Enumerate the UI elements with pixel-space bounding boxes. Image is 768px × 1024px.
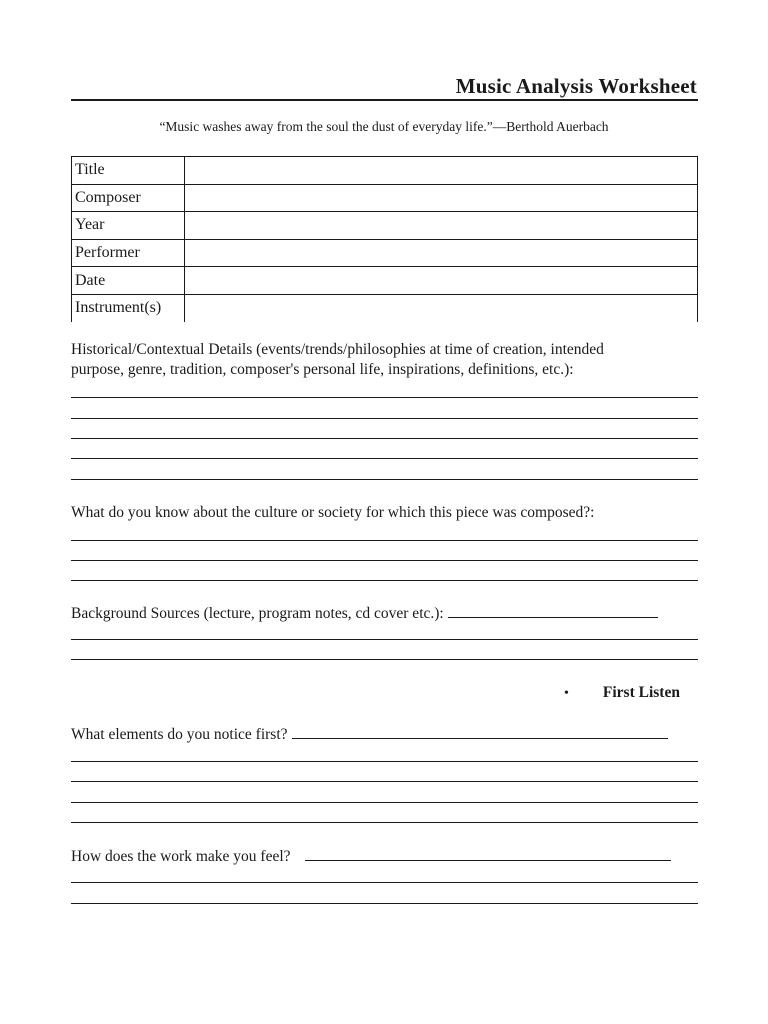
table-row bbox=[72, 294, 698, 321]
sources-answer-line[interactable] bbox=[71, 639, 698, 640]
historical-answer-line[interactable] bbox=[71, 479, 698, 480]
year-field[interactable] bbox=[185, 212, 698, 240]
feel-prompt: How does the work make you feel? bbox=[71, 848, 291, 865]
performer-field[interactable] bbox=[185, 239, 698, 267]
title-field[interactable] bbox=[185, 157, 698, 185]
epigraph-quote: “Music washes away from the soul the dust of everyday life.”—Berthold Auerbach bbox=[159, 119, 609, 134]
historical-answer-line[interactable] bbox=[71, 418, 698, 419]
culture-answer-line[interactable] bbox=[71, 560, 698, 561]
bullet-icon: • bbox=[564, 686, 569, 701]
culture-prompt: What do you know about the culture or society for which this piece was composed?: bbox=[71, 504, 595, 521]
feel-answer-line[interactable] bbox=[71, 903, 698, 904]
historical-prompt-line2: purpose, genre, tradition, composer's personal life, inspirations, definitions, etc.): bbox=[71, 361, 574, 378]
row-label-composer: Composer bbox=[72, 184, 185, 212]
historical-answer-line[interactable] bbox=[71, 397, 698, 398]
row-label-performer: Performer bbox=[72, 239, 185, 267]
page-title: Music Analysis Worksheet bbox=[455, 74, 697, 98]
historical-prompt-line1: Historical/Contextual Details (events/trends/philosophies at time of creation, intended bbox=[71, 341, 604, 358]
row-label-instruments: Instrument(s) bbox=[72, 294, 185, 321]
sources-answer-line[interactable] bbox=[448, 603, 658, 618]
title-divider bbox=[71, 99, 698, 101]
culture-answer-line[interactable] bbox=[71, 580, 698, 581]
sources-prompt-row bbox=[71, 603, 658, 624]
elements-answer-line[interactable] bbox=[71, 802, 698, 803]
row-label-date: Date bbox=[72, 267, 185, 295]
elements-prompt: What elements do you notice first? bbox=[71, 726, 288, 743]
first-listen-heading bbox=[564, 684, 680, 702]
table-row bbox=[72, 212, 698, 240]
feel-answer-line[interactable] bbox=[71, 882, 698, 883]
first-listen-label: First Listen bbox=[602, 684, 680, 701]
elements-prompt-row bbox=[71, 724, 668, 745]
instruments-field[interactable] bbox=[185, 294, 698, 321]
elements-answer-line[interactable] bbox=[71, 761, 698, 762]
culture-answer-line[interactable] bbox=[71, 540, 698, 541]
feel-answer-line[interactable] bbox=[305, 846, 671, 861]
elements-answer-line[interactable] bbox=[71, 822, 698, 823]
table-row bbox=[72, 267, 698, 295]
elements-answer-line[interactable] bbox=[71, 781, 698, 782]
elements-answer-line[interactable] bbox=[292, 724, 668, 739]
sources-prompt: Background Sources (lecture, program notes, cd cover etc.): bbox=[71, 605, 444, 622]
row-label-year: Year bbox=[72, 212, 185, 240]
table-row bbox=[72, 239, 698, 267]
feel-prompt-row bbox=[71, 846, 671, 867]
table-row bbox=[72, 184, 698, 212]
composer-field[interactable] bbox=[185, 184, 698, 212]
piece-info-table bbox=[71, 156, 698, 322]
sources-answer-line[interactable] bbox=[71, 659, 698, 660]
historical-answer-line[interactable] bbox=[71, 438, 698, 439]
historical-answer-line[interactable] bbox=[71, 458, 698, 459]
table-row bbox=[72, 157, 698, 185]
row-label-title: Title bbox=[72, 157, 185, 185]
date-field[interactable] bbox=[185, 267, 698, 295]
